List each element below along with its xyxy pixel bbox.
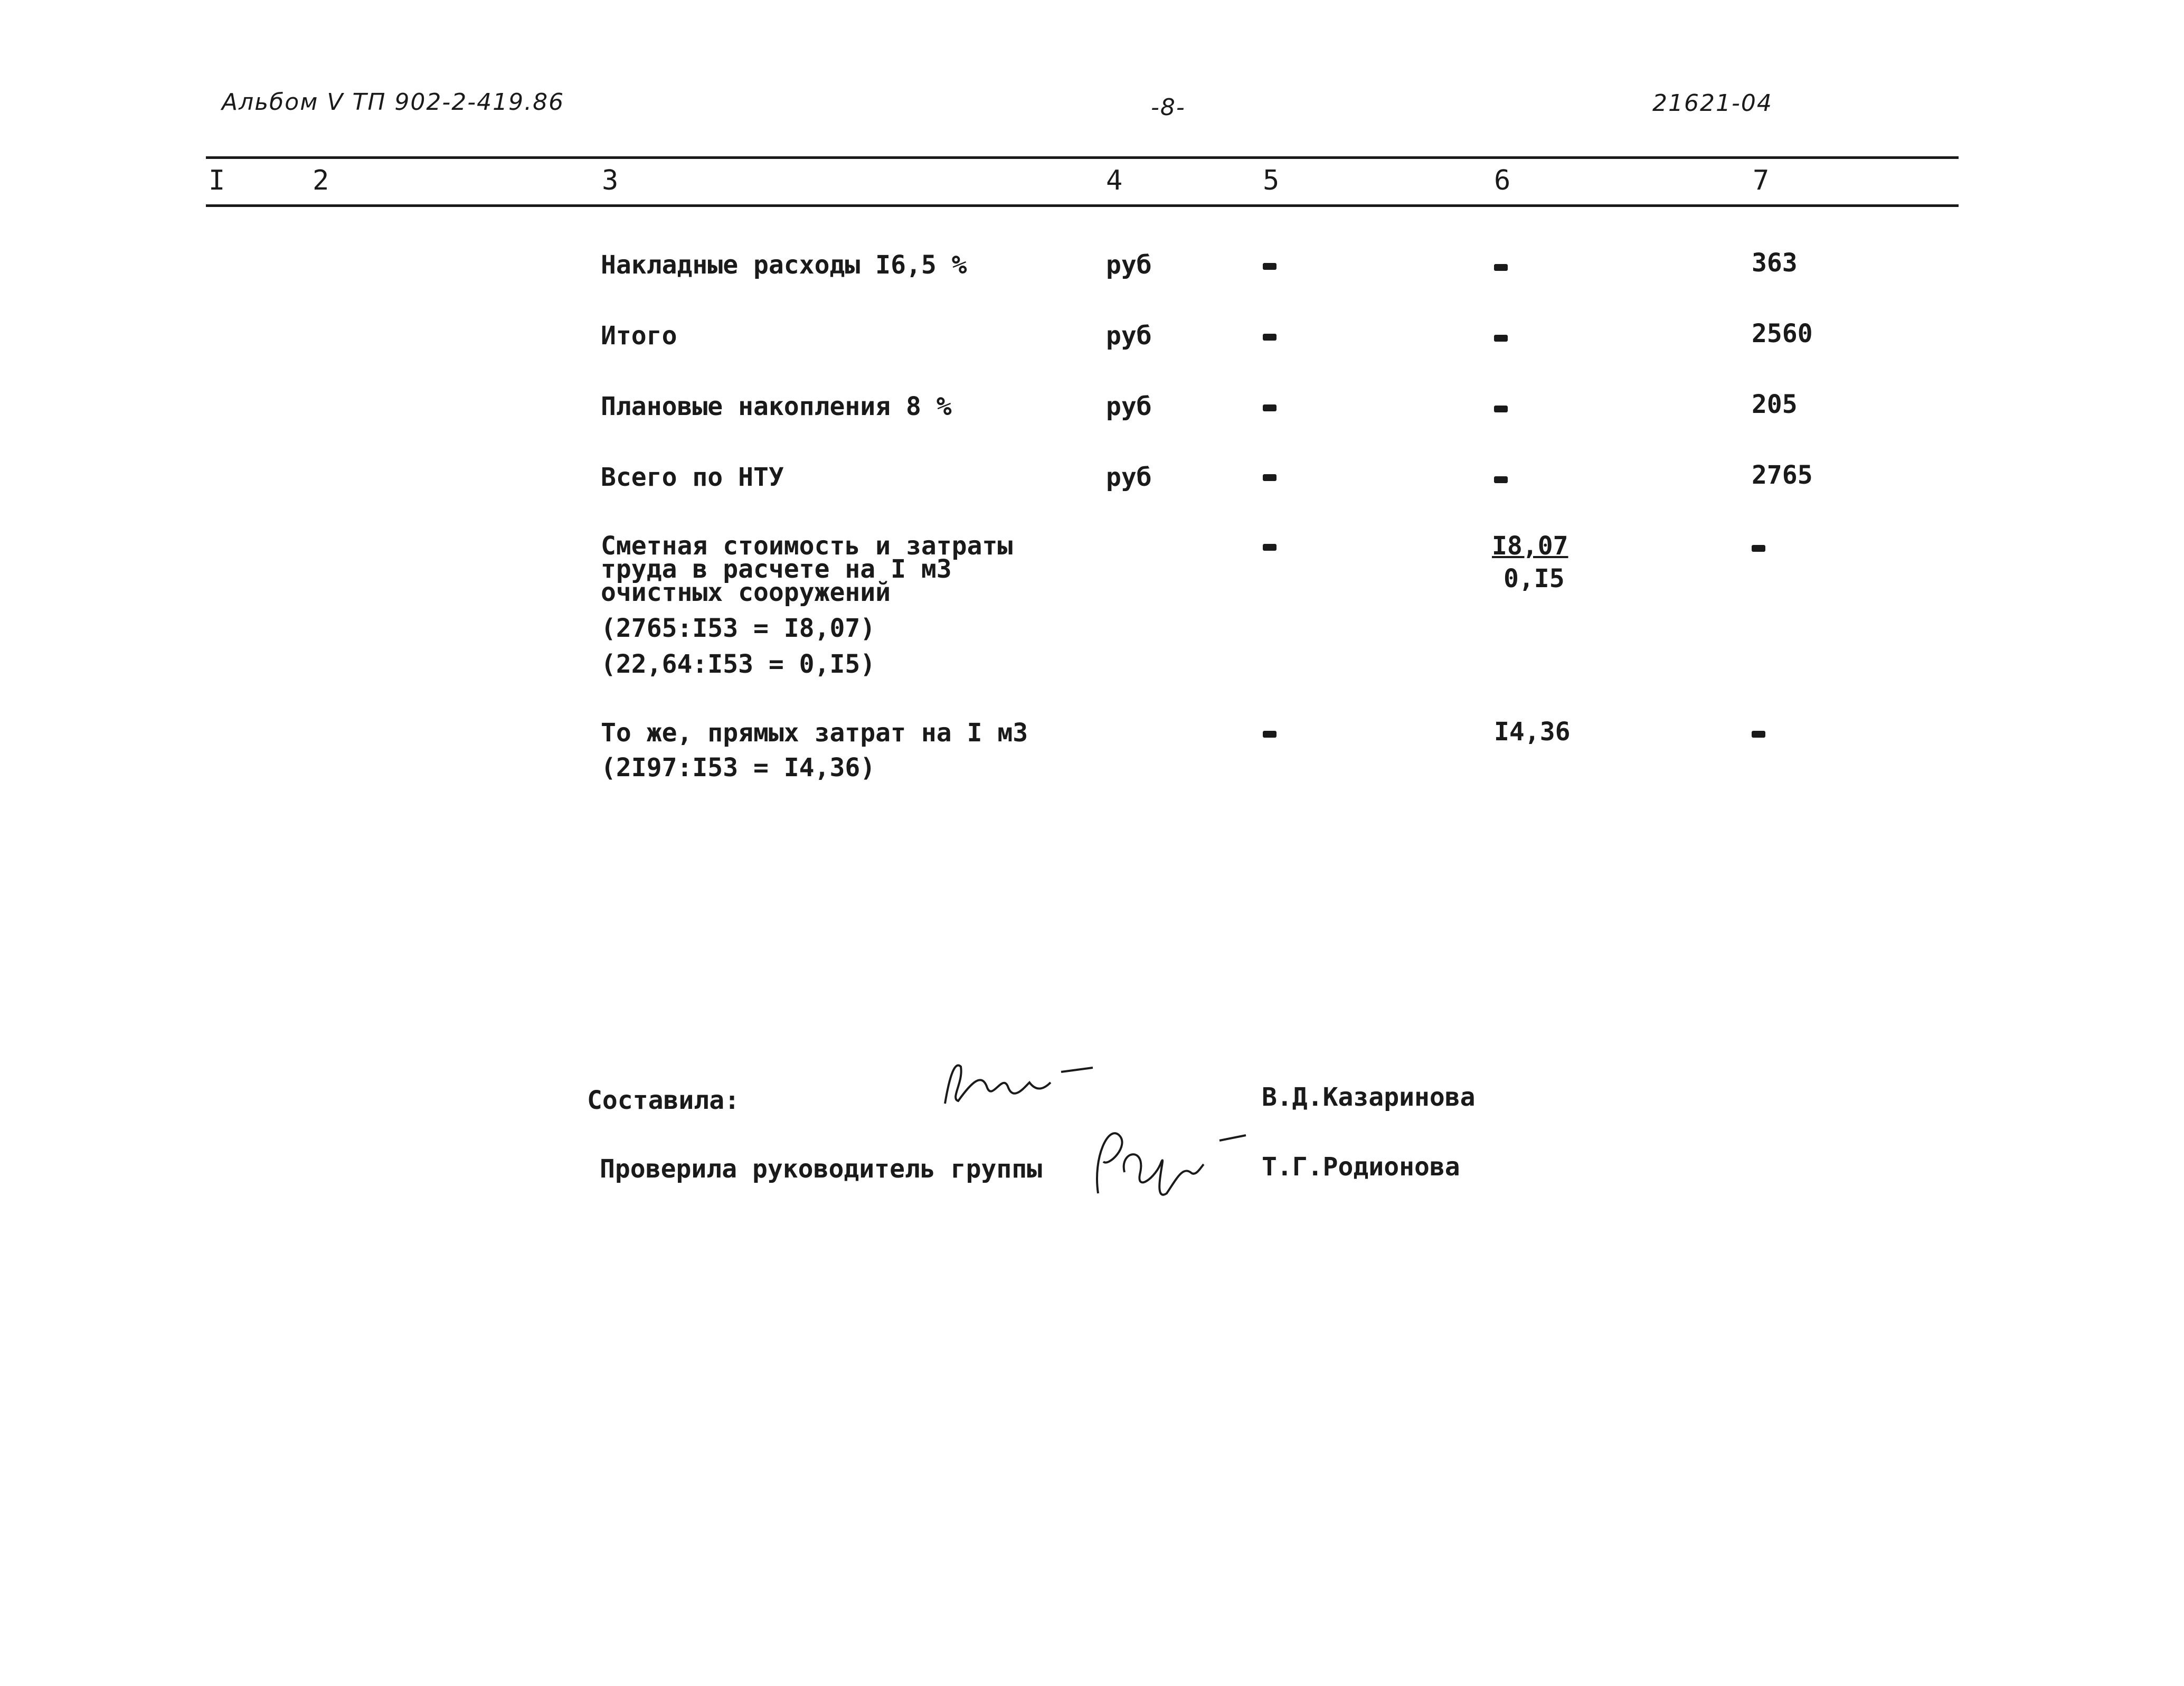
row-unit-total: руб: [1106, 321, 1152, 351]
row-c5-grand-total: [1263, 474, 1277, 481]
row-c5-planned: [1263, 404, 1277, 411]
direct-row-calc: (2I97:I53 = I4,36): [601, 753, 876, 783]
cost-row-calc-1: (2765:I53 = I8,07): [601, 614, 876, 643]
cost-row-c6-bottom: 0,I5: [1504, 564, 1565, 594]
col-header-4: 4: [1106, 165, 1123, 196]
row-unit-planned: руб: [1106, 392, 1152, 421]
row-name-grand-total: Всего по НТУ: [601, 463, 784, 492]
checked-by-name: Т.Г.Родионова: [1262, 1152, 1460, 1182]
col-header-7: 7: [1753, 165, 1770, 196]
row-c6-planned: [1494, 406, 1508, 412]
row-unit-grand-total: руб: [1106, 463, 1152, 492]
row-name-overhead: Накладные расходы I6,5 %: [601, 250, 967, 280]
row-c7-total: 2560: [1752, 319, 1813, 348]
page-number: -8-: [1151, 94, 1186, 121]
col-header-5: 5: [1263, 165, 1280, 196]
row-name-planned: Плановые накопления 8 %: [601, 392, 952, 421]
direct-row-c5: [1263, 731, 1277, 738]
row-c6-grand-total: [1494, 476, 1508, 483]
table-top-rule: [206, 156, 1959, 159]
row-c5-overhead: [1263, 263, 1277, 270]
col-header-2: 2: [313, 165, 329, 196]
cost-row-calc-2: (22,64:I53 = 0,I5): [601, 649, 876, 679]
signature-checked: [1077, 1114, 1256, 1209]
direct-row-c6: I4,36: [1494, 717, 1571, 747]
direct-row-c7: [1752, 731, 1765, 738]
signature-compiled: [934, 1051, 1103, 1119]
row-c7-overhead: 363: [1752, 248, 1798, 278]
col-header-1: I: [209, 165, 225, 196]
cost-row-c6-top: I8,07: [1492, 531, 1568, 561]
col-header-3: 3: [602, 165, 619, 196]
cost-row-c5: [1263, 544, 1277, 551]
cost-row-line-3: очистных сооружений: [601, 578, 891, 607]
album-reference: Альбом Ⅴ ТП 902-2-419.86: [222, 89, 565, 116]
cost-row-line-1: Сметная стоимость и затраты: [601, 531, 1013, 561]
row-c7-planned: 205: [1752, 390, 1798, 419]
row-unit-overhead: руб: [1106, 250, 1152, 280]
compiled-by-label: Составила:: [587, 1086, 740, 1115]
row-c7-grand-total: 2765: [1752, 460, 1813, 490]
row-name-total: Итого: [601, 321, 677, 351]
cost-row-c7: [1752, 545, 1765, 552]
row-c6-overhead: [1494, 264, 1508, 271]
cost-row-line-2: труда в расчете на I м3: [601, 554, 952, 584]
row-c6-total: [1494, 335, 1508, 342]
compiled-by-name: В.Д.Казаринова: [1262, 1082, 1476, 1112]
row-c5-total: [1263, 334, 1277, 341]
col-header-6: 6: [1494, 165, 1511, 196]
direct-row-line-1: То же, прямых затрат на I м3: [601, 718, 1028, 748]
checked-by-label: Проверила руководитель группы: [600, 1154, 1043, 1184]
table-header-bottom-rule: [206, 204, 1959, 207]
document-number: 21621-04: [1652, 90, 1773, 117]
